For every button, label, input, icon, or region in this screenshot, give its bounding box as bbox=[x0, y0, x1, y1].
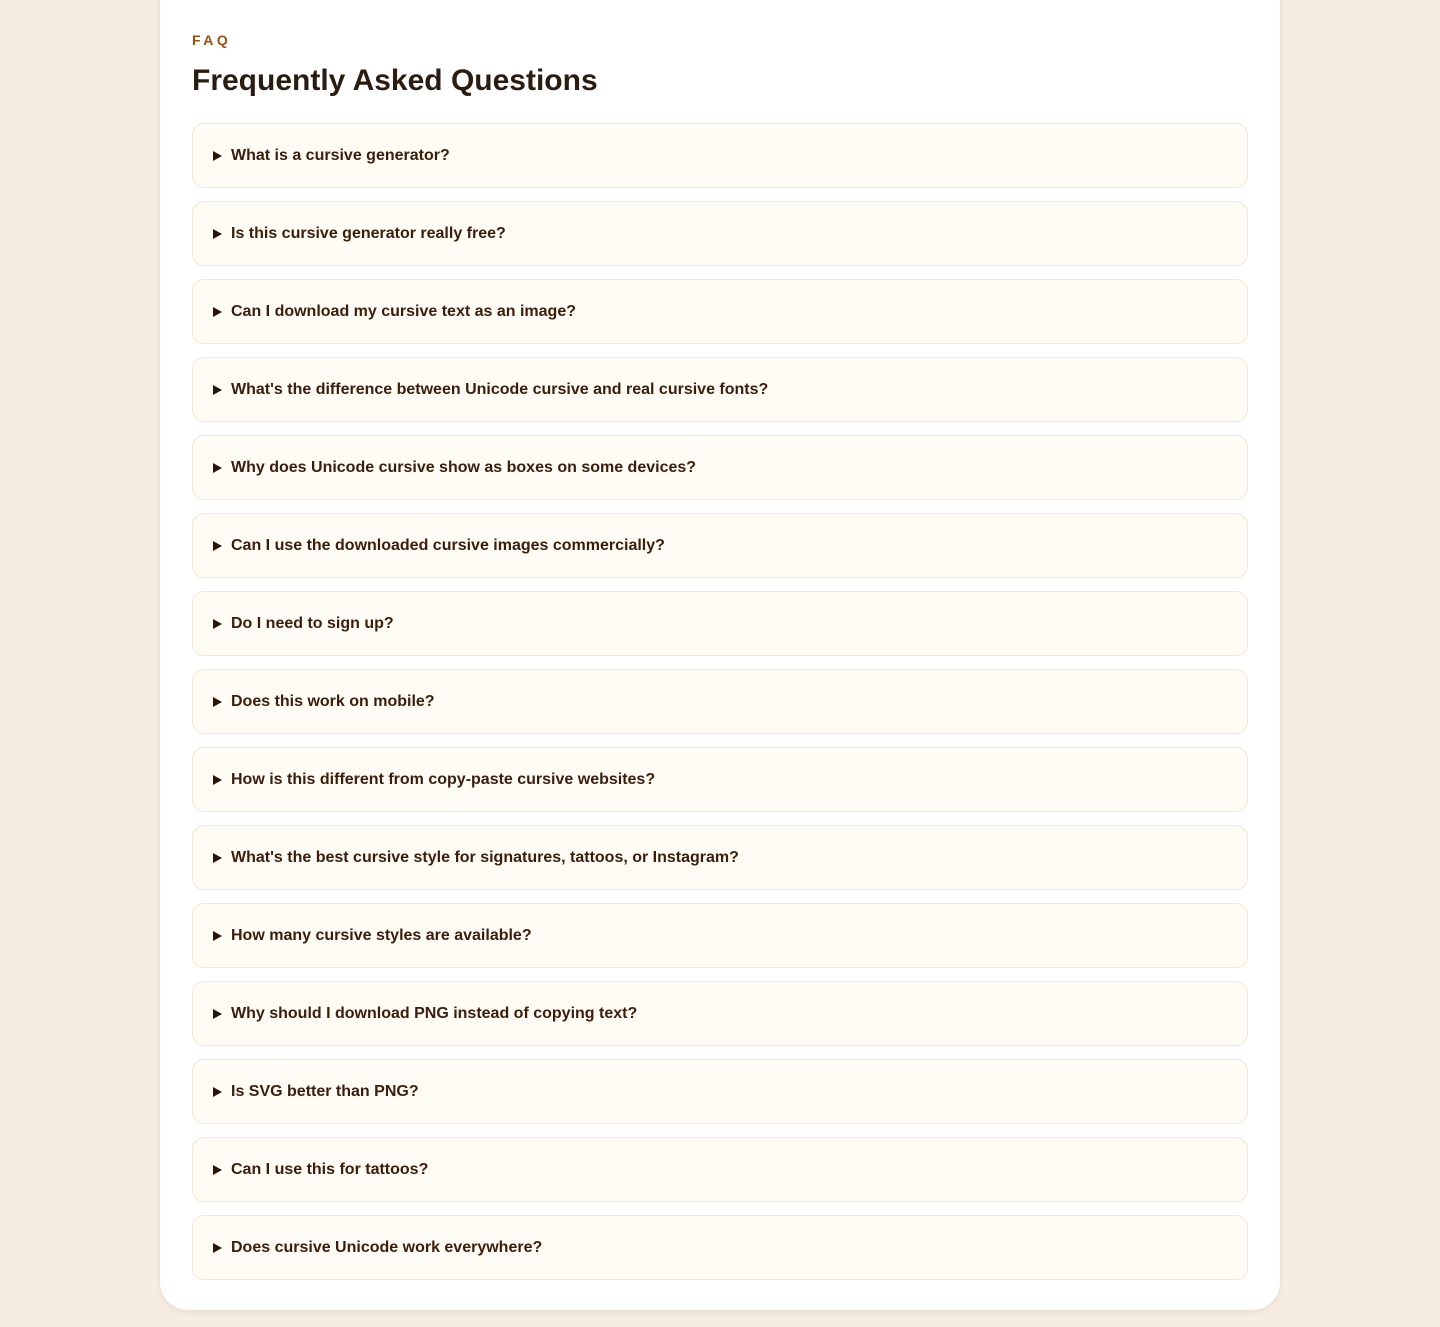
triangle-right-icon bbox=[213, 151, 222, 161]
faq-item[interactable] bbox=[192, 669, 1248, 734]
faq-item[interactable] bbox=[192, 357, 1248, 422]
triangle-right-icon bbox=[213, 853, 222, 863]
faq-item[interactable] bbox=[192, 123, 1248, 188]
triangle-right-icon bbox=[213, 1087, 222, 1097]
faq-item[interactable] bbox=[192, 591, 1248, 656]
section-eyebrow: FAQ bbox=[192, 32, 232, 48]
faq-question: What's the best cursive style for signatures, tattoos, or Instagram? bbox=[231, 848, 739, 866]
faq-item[interactable] bbox=[192, 1215, 1248, 1280]
triangle-right-icon bbox=[213, 1243, 222, 1253]
faq-question: How is this different from copy-paste cursive websites? bbox=[231, 770, 656, 788]
faq-item[interactable] bbox=[192, 747, 1248, 812]
faq-item[interactable] bbox=[192, 903, 1248, 968]
triangle-right-icon bbox=[213, 697, 222, 707]
faq-item[interactable] bbox=[192, 513, 1248, 578]
faq-item[interactable] bbox=[192, 201, 1248, 266]
faq-question: Is SVG better than PNG? bbox=[231, 1082, 419, 1100]
triangle-right-icon bbox=[213, 229, 222, 239]
faq-question: Does this work on mobile? bbox=[231, 692, 435, 710]
faq-item[interactable] bbox=[192, 279, 1248, 344]
faq-item[interactable] bbox=[192, 825, 1248, 890]
triangle-right-icon bbox=[213, 307, 222, 317]
faq-question: Why does Unicode cursive show as boxes on some devices? bbox=[231, 458, 697, 476]
triangle-right-icon bbox=[213, 1165, 222, 1175]
faq-question: Can I use this for tattoos? bbox=[231, 1160, 429, 1178]
faq-item[interactable] bbox=[192, 981, 1248, 1046]
faq-item[interactable] bbox=[192, 1059, 1248, 1124]
faq-item[interactable] bbox=[192, 435, 1248, 500]
faq-question: Can I use the downloaded cursive images commercially? bbox=[231, 536, 665, 554]
triangle-right-icon bbox=[213, 541, 222, 551]
faq-question: How many cursive styles are available? bbox=[231, 926, 532, 944]
faq-question: What is a cursive generator? bbox=[231, 146, 450, 164]
triangle-right-icon bbox=[213, 1009, 222, 1019]
triangle-right-icon bbox=[213, 385, 222, 395]
faq-list bbox=[192, 123, 1248, 1280]
triangle-right-icon bbox=[213, 463, 222, 473]
faq-question: Can I download my cursive text as an image? bbox=[231, 302, 576, 320]
faq-section bbox=[160, 0, 1280, 1310]
triangle-right-icon bbox=[213, 775, 222, 785]
triangle-right-icon bbox=[213, 619, 222, 629]
triangle-right-icon bbox=[213, 931, 222, 941]
faq-question: What's the difference between Unicode cursive and real cursive fonts? bbox=[231, 380, 769, 398]
faq-item[interactable] bbox=[192, 1137, 1248, 1202]
page-title: Frequently Asked Questions bbox=[192, 64, 598, 97]
faq-question: Do I need to sign up? bbox=[231, 614, 394, 632]
faq-question: Does cursive Unicode work everywhere? bbox=[231, 1238, 543, 1256]
faq-question: Is this cursive generator really free? bbox=[231, 224, 506, 242]
faq-question: Why should I download PNG instead of copying text? bbox=[231, 1004, 638, 1022]
